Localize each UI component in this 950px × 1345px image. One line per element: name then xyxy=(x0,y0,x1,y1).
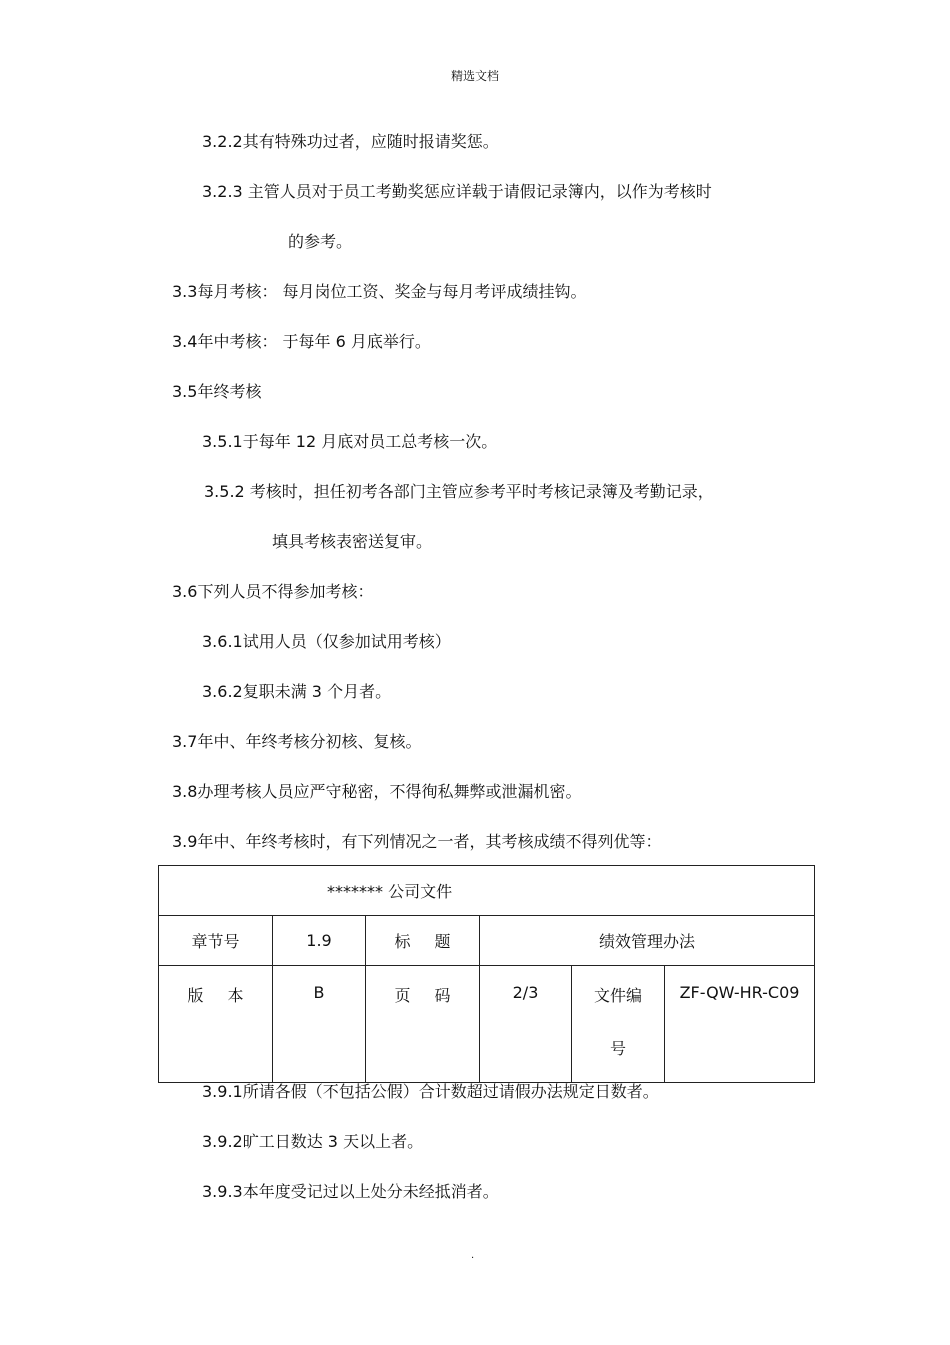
clause-3-3: 3.3每月考核： 每月岗位工资、奖金与每月考评成绩挂钩。 xyxy=(172,282,587,301)
clause-3-6-2: 3.6.2复职未满 3 个月者。 xyxy=(202,682,392,701)
clause-3-4: 3.4年中考核： 于每年 6 月底举行。 xyxy=(172,332,431,351)
clause-3-9-3: 3.9.3本年度受记过以上处分未经抵消者。 xyxy=(202,1182,499,1201)
company-document-cell: ******* 公司文件 xyxy=(159,866,815,916)
page-value: 2/3 xyxy=(480,966,572,1083)
title-label-cell xyxy=(366,916,480,966)
clause-3-2-3: 3.2.3 主管人员对于员工考勤奖惩应详载于请假记录簿内，以作为考核时 xyxy=(202,182,712,201)
clause-3-6: 3.6下列人员不得参加考核： xyxy=(172,582,374,601)
version-label: 版本 xyxy=(187,986,268,1005)
file-number-label-line2: 号 xyxy=(609,1039,626,1058)
clause-3-2-3-cont: 的参考。 xyxy=(288,232,353,251)
page-footer-dot: . xyxy=(471,1250,475,1261)
page-label-cell xyxy=(366,966,480,1083)
clause-3-5-2-cont: 填具考核表密送复审。 xyxy=(272,532,433,551)
table-row xyxy=(159,866,815,916)
version-label-cell xyxy=(159,966,273,1083)
table-row xyxy=(159,916,815,966)
document-info-table xyxy=(158,865,815,1083)
clause-3-9-2: 3.9.2旷工日数达 3 天以上者。 xyxy=(202,1132,424,1151)
file-number-label-cell xyxy=(572,966,665,1083)
clause-3-5-2: 3.5.2 考核时，担任初考各部门主管应参考平时考核记录簿及考勤记录， xyxy=(204,482,714,501)
table-row xyxy=(159,966,815,1083)
clause-3-5-1: 3.5.1于每年 12 月底对员工总考核一次。 xyxy=(202,432,498,451)
file-number-label-line1: 文件编 xyxy=(593,986,642,1005)
clause-3-7: 3.7年中、年终考核分初核、复核。 xyxy=(172,732,422,751)
clause-3-6-1: 3.6.1试用人员（仅参加试用考核） xyxy=(202,632,451,651)
chapter-value: 1.9 xyxy=(273,916,366,966)
chapter-label: 章节号 xyxy=(159,916,273,966)
page-label: 页码 xyxy=(394,986,475,1005)
clause-3-8: 3.8办理考核人员应严守秘密，不得徇私舞弊或泄漏机密。 xyxy=(172,782,582,801)
page-header-title: 精选文档 xyxy=(450,69,499,83)
clause-3-5: 3.5年终考核 xyxy=(172,382,262,401)
clause-3-9-1: 3.9.1所请各假（不包括公假）合计数超过请假办法规定日数者。 xyxy=(202,1082,659,1101)
version-value: B xyxy=(273,966,366,1083)
clause-3-9: 3.9年中、年终考核时，有下列情况之一者，其考核成绩不得列优等： xyxy=(172,832,662,851)
file-number-value: ZF-QW-HR-C09 xyxy=(665,966,815,1083)
title-value: 绩效管理办法 xyxy=(480,916,815,966)
title-label: 标题 xyxy=(394,932,475,951)
clause-3-2-2: 3.2.2其有特殊功过者，应随时报请奖惩。 xyxy=(202,132,499,151)
